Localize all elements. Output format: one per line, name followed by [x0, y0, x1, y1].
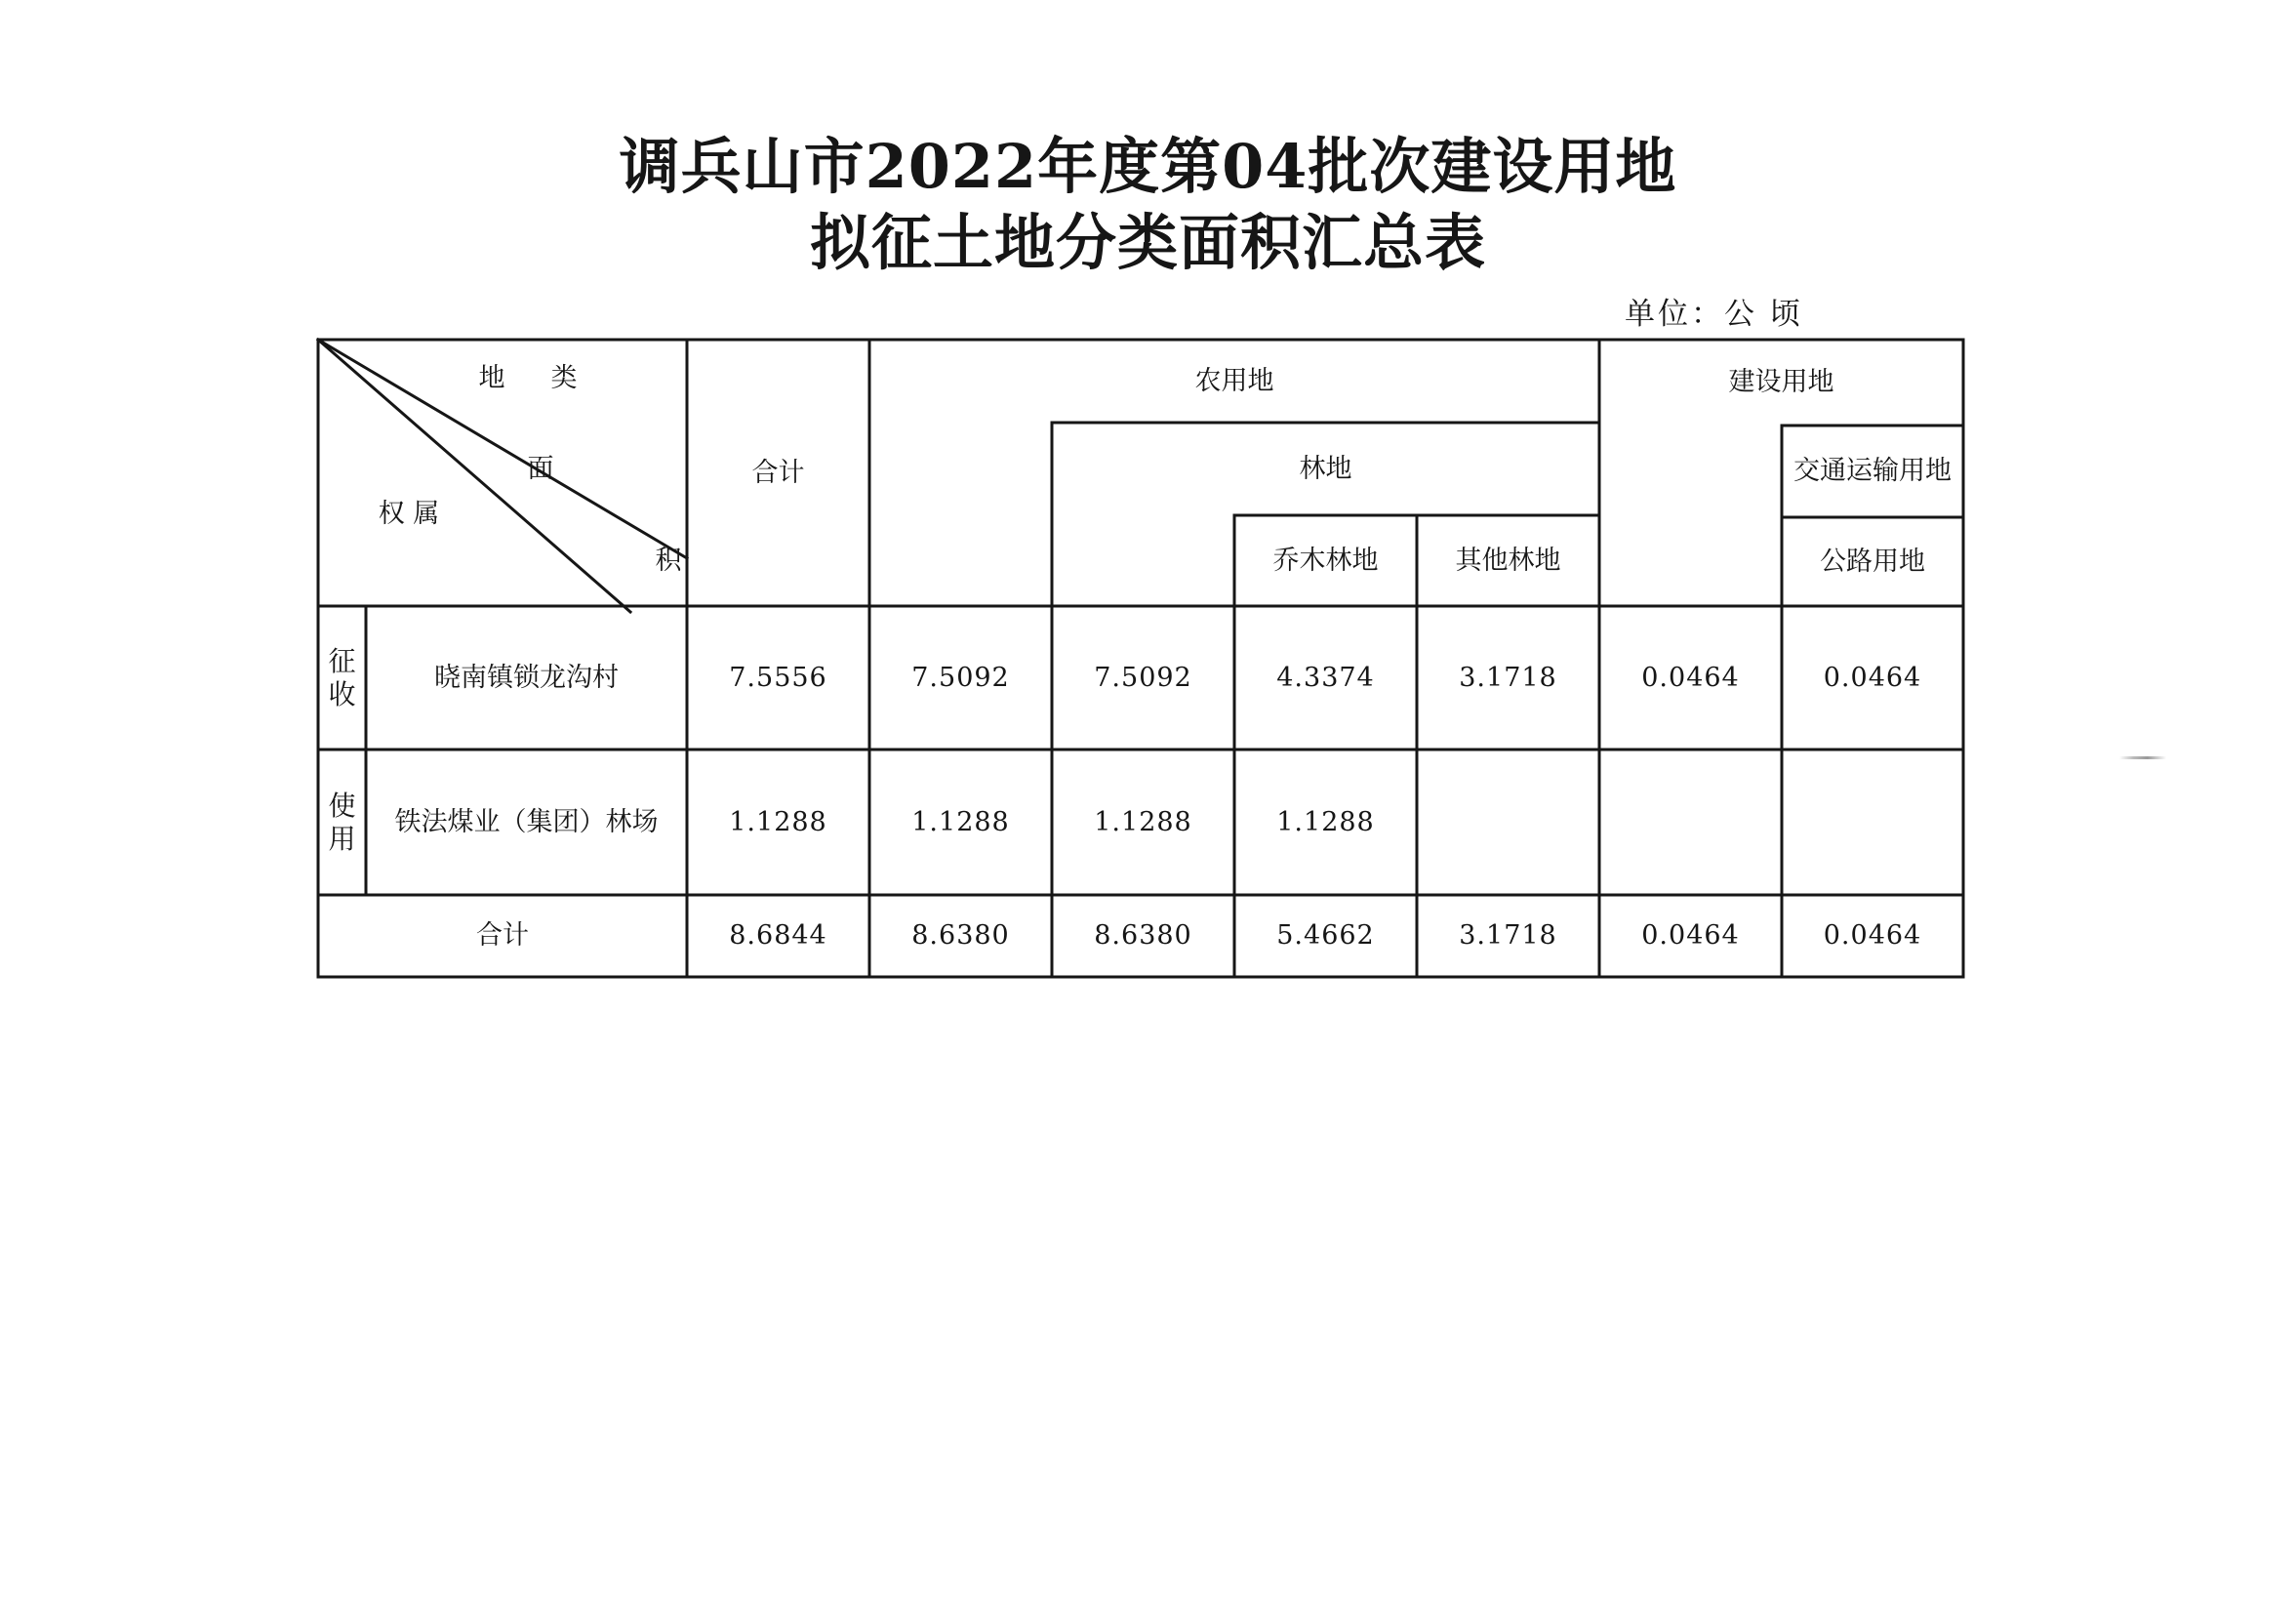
total-lindi: 8.6380 — [1094, 920, 1192, 951]
row1-jianshe: 0.0464 — [1641, 662, 1740, 693]
total-heji: 8.6844 — [729, 920, 827, 951]
row1-heji: 7.5556 — [729, 662, 827, 693]
title-line-1: 调兵山市2022年度第04批次建设用地 — [619, 131, 1677, 202]
scan-artifact — [2119, 756, 2166, 759]
header-ji: 积 — [655, 546, 682, 576]
row1-owner: 晓南镇锁龙沟村 — [434, 662, 619, 693]
header-gonglu-yongdi: 公路用地 — [1820, 546, 1925, 577]
row2-lindi: 1.1288 — [1094, 806, 1192, 837]
group-zhengshou — [318, 606, 366, 750]
row1-gonglu: 0.0464 — [1823, 662, 1922, 693]
header-lindi: 林地 — [1299, 453, 1352, 484]
row2-gonglu — [1782, 750, 1963, 895]
row1-lindi: 7.5092 — [1094, 662, 1192, 693]
group-shiyong-char2: 用 — [328, 822, 356, 855]
header-nongyongdi: 农用地 — [1194, 365, 1274, 396]
total-qiaomu: 5.4662 — [1276, 920, 1375, 951]
group-zhengshou-char2: 收 — [328, 677, 356, 710]
title-line-2: 拟征土地分类面积汇总表 — [809, 207, 1486, 278]
row1-nongyong: 7.5092 — [911, 662, 1010, 693]
total-label: 合计 — [476, 920, 529, 951]
header-qiaomu-lindi: 乔木林地 — [1272, 545, 1379, 576]
row1-qita: 3.1718 — [1459, 662, 1557, 693]
group-shiyong-char1: 使 — [328, 789, 356, 822]
row1-qiaomu: 4.3374 — [1276, 662, 1375, 693]
total-gonglu: 0.0464 — [1823, 920, 1922, 951]
header-qita-lindi: 其他林地 — [1455, 545, 1561, 576]
group-shiyong — [318, 750, 366, 895]
header-jiaotong-yunshu: 交通运输用地 — [1793, 456, 1952, 486]
header-dilei-char2: 类 — [550, 363, 578, 393]
row2-jianshe — [1599, 750, 1782, 895]
header-jianshe-yongdi: 建设用地 — [1728, 367, 1834, 397]
total-nongyong: 8.6380 — [911, 920, 1010, 951]
row2-qiaomu: 1.1288 — [1276, 806, 1375, 837]
row2-nongyong: 1.1288 — [911, 806, 1010, 837]
total-qita: 3.1718 — [1459, 920, 1557, 951]
row2-heji: 1.1288 — [729, 806, 827, 837]
header-heji: 合计 — [751, 457, 805, 488]
total-jianshe: 0.0464 — [1641, 920, 1740, 951]
header-mian: 面 — [527, 454, 554, 484]
row2-qita — [1417, 750, 1599, 895]
unit-label: 单位：公 顷 — [1625, 297, 1803, 332]
header-dilei-char1: 地 — [478, 363, 505, 393]
row2-owner: 铁法煤业（集团）林场 — [394, 806, 659, 837]
header-quanshu: 权 属 — [378, 499, 440, 529]
group-zhengshou-char1: 征 — [328, 644, 356, 677]
